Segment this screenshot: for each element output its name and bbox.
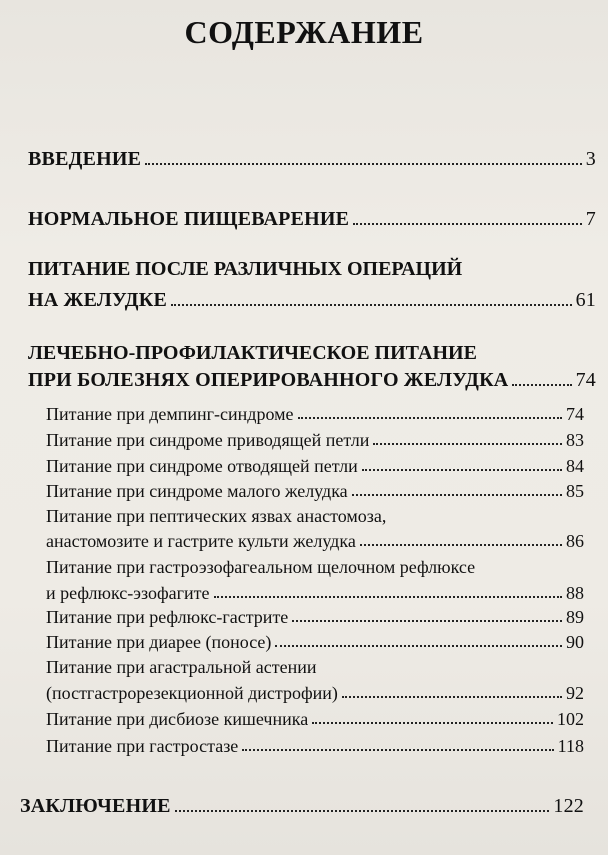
- toc-entry-title: НОРМАЛЬНОЕ ПИЩЕВАРЕНИЕ: [28, 208, 350, 230]
- toc-page-number: 7: [585, 208, 596, 230]
- dot-leader: [171, 303, 572, 306]
- toc-subentry: [46, 481, 584, 502]
- toc-subentry-title: Питание при синдроме малого желудка: [46, 481, 348, 501]
- toc-page-number: 74: [575, 369, 596, 391]
- toc-subentry: [46, 709, 584, 730]
- toc-subentry: [46, 404, 584, 425]
- dot-leader: [298, 416, 563, 419]
- dot-leader: [145, 162, 582, 165]
- toc-subentry-title-line1: Питание при гастроэзофагеальном щелочном рефлюксе: [46, 557, 476, 577]
- toc-page-number: 89: [566, 607, 584, 627]
- toc-entry-title-line2: НА ЖЕЛУДКЕ: [28, 289, 168, 311]
- toc-page-number: 118: [557, 736, 584, 756]
- toc-subentry: [46, 531, 584, 552]
- toc-subentry: [46, 456, 584, 477]
- toc-subentry: [46, 583, 584, 604]
- toc-entry-title-line1: ПИТАНИЕ ПОСЛЕ РАЗЛИЧНЫХ ОПЕРАЦИЙ: [28, 258, 463, 280]
- toc-page-number: 90: [566, 632, 584, 652]
- toc-subentry-title: Питание при рефлюкс-гастрите: [46, 607, 289, 627]
- dot-leader: [362, 468, 562, 471]
- toc-subentry-title: Питание при дисбиозе кишечника: [46, 709, 309, 729]
- toc-page-number: 74: [566, 404, 584, 424]
- toc-subentry-title: Питание при демпинг-синдроме: [46, 404, 294, 424]
- dot-leader: [360, 543, 562, 546]
- toc-page-number: 122: [553, 795, 584, 817]
- toc-subentry: [46, 607, 584, 628]
- toc-page-number: 102: [557, 709, 584, 729]
- dot-leader: [275, 644, 562, 647]
- dot-leader: [242, 748, 553, 751]
- toc-subentry: [46, 736, 584, 757]
- toc-entry-therapeutic-nutrition: [28, 369, 596, 392]
- toc-entry-title-line2: ПРИ БОЛЕЗНЯХ ОПЕРИРОВАННОГО ЖЕЛУДКА: [28, 369, 509, 391]
- toc-entry-conclusion: [20, 795, 584, 818]
- toc-page-number: 86: [566, 531, 584, 551]
- toc-subentry-title-line1: Питание при пептических язвах анастомоза,: [46, 506, 387, 526]
- page-title: СОДЕРЖАНИЕ: [184, 14, 424, 50]
- toc-page-number: 92: [566, 683, 584, 703]
- dot-leader: [312, 721, 553, 724]
- toc-entry-introduction: [28, 148, 596, 171]
- dot-leader: [292, 619, 562, 622]
- dot-leader: [352, 493, 562, 496]
- toc-page-number: 84: [566, 456, 584, 476]
- toc-subentry-title-line1: Питание при агастральной астении: [46, 657, 317, 677]
- toc-subentry-title-line2: анастомозите и гастрите культи желудка: [46, 531, 356, 551]
- toc-page-number: 88: [566, 583, 584, 603]
- dot-leader: [512, 383, 571, 386]
- toc-subentry: [46, 632, 584, 653]
- toc-page-number: 61: [575, 289, 596, 311]
- toc-subentry-title-line2: и рефлюкс-эзофагите: [46, 583, 210, 603]
- dot-leader: [214, 595, 562, 598]
- toc-subentry-title-line2: (постгастрорезекционной дистрофии): [46, 683, 338, 703]
- toc-subentry-title: Питание при гастростазе: [46, 736, 239, 756]
- toc-entry-title-line1: ЛЕЧЕБНО-ПРОФИЛАКТИЧЕСКОЕ ПИТАНИЕ: [28, 342, 477, 364]
- toc-entry-nutrition-after-operations: [28, 289, 596, 312]
- dot-leader: [353, 222, 582, 225]
- toc-subentry: [46, 683, 584, 704]
- toc-page-number: 83: [566, 430, 584, 450]
- toc-page-number: 3: [585, 148, 596, 170]
- toc-subentry-title: Питание при диарее (поносе): [46, 632, 272, 652]
- toc-entry-title: ВВЕДЕНИЕ: [28, 148, 142, 170]
- dot-leader: [373, 442, 562, 445]
- toc-entry-normal-digestion: [28, 208, 596, 231]
- toc-page-number: 85: [566, 481, 584, 501]
- toc-subentry-title: Питание при синдроме приводящей петли: [46, 430, 370, 450]
- toc-entry-title: ЗАКЛЮЧЕНИЕ: [20, 795, 171, 817]
- dot-leader: [175, 809, 550, 812]
- toc-subentry: [46, 430, 584, 451]
- toc-subentry-title: Питание при синдроме отводящей петли: [46, 456, 358, 476]
- dot-leader: [342, 695, 562, 698]
